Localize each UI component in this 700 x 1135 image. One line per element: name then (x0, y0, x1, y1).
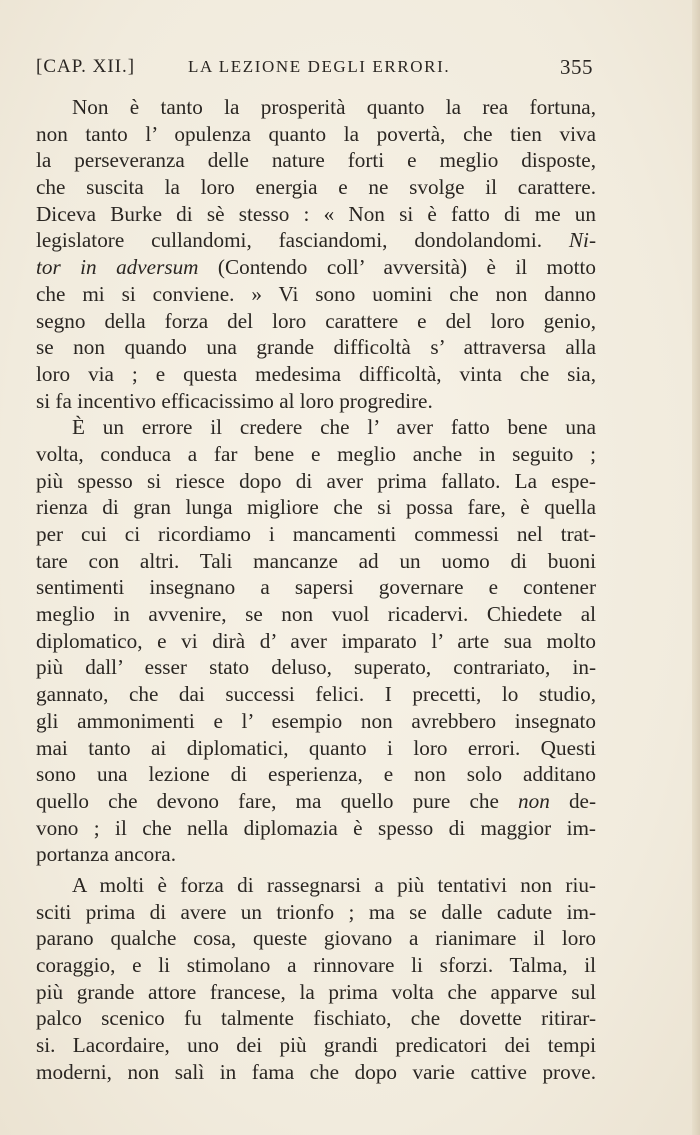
text-line: segno della forza del loro carattere e del loro genio, (36, 308, 596, 333)
text-line: A molti è forza di rassegnarsi a più tentativi non riu- (72, 872, 596, 897)
text-line: si fa incentivo efficacissimo al loro progredire. (36, 388, 433, 413)
running-header (36, 56, 596, 86)
text-line: che suscita la loro energia e ne svolge il carattere. (36, 175, 596, 200)
text-line: mai tanto ai diplomatici, quanto i loro errori. Questi (36, 735, 596, 760)
text-line: volta, conduca a far bene e meglio anche in seguito ; (36, 441, 596, 466)
italic-text: tor in adversum (36, 255, 199, 280)
text-line: palco scenico fu talmente fischiato, che dovette ritirar- (36, 1006, 596, 1031)
italic-text: non (518, 788, 550, 813)
text-line: coraggio, e li stimolano a rinnovare li sforzi. Talma, il (36, 953, 596, 977)
text-line: rienza di gran lunga migliore che si possa fare, è quella (36, 495, 596, 520)
text-line: meglio in avvenire, se non vuol ricadervi. Chiedete al (36, 602, 596, 627)
running-title: LA LEZIONE DEGLI ERRORI. (188, 57, 451, 76)
text-line: Diceva Burke di sè stesso : « Non si è fatto di me un (36, 201, 596, 226)
text-line: sciti prima di avere un trionfo ; ma se dalle cadute im- (36, 899, 596, 924)
page-edge (692, 0, 700, 1135)
text-line: gli ammonimenti e l’ esempio non avrebbero insegnato (36, 708, 596, 733)
text-line: più spesso si riesce dopo di aver prima fallato. La espe- (36, 468, 596, 493)
text-line: la perseveranza delle nature forti e meglio disposte, (36, 148, 596, 173)
page-number: 355 (560, 55, 593, 79)
text-line: se non quando una grande difficoltà s’ attraversa alla (36, 335, 596, 360)
text-line: portanza ancora. (36, 842, 176, 867)
text-line-italic-end: legislatore cullandomi, fasciandomi, dondolandomi. Ni- (36, 228, 596, 253)
text-line: moderni, non salì in fama che dopo varie cattive prove. (36, 1059, 596, 1084)
italic-text: Ni- (568, 228, 596, 253)
text-line: vono ; il che nella diplomazia è spesso di maggior im- (36, 815, 596, 840)
text-line: tare con altri. Tali mancanze ad un uomo di buoni (36, 548, 596, 573)
text-line: più grande attore francese, la prima volta che apparve sul (36, 979, 596, 1004)
text-line: per cui ci ricordiamo i mancamenti commessi nel trat- (36, 522, 596, 546)
text-line: si. Lacordaire, uno dei più grandi predicatori dei tempi (36, 1033, 596, 1058)
text-line: non tanto l’ opulenza quanto la povertà, che tien viva (36, 121, 596, 146)
chapter-label: [CAP. XII.] (36, 56, 136, 77)
text-line: più dall’ esser stato deluso, superato, contrariato, in- (36, 655, 596, 680)
text-line: parano qualche cosa, queste giovano a rianimare il loro (36, 926, 596, 951)
text-line: che mi si conviene. » Vi sono uomini che non danno (36, 281, 596, 306)
text-line: sentimenti insegnano a sapersi governare e contener (36, 575, 596, 600)
text-line: gannato, che dai successi felici. I precetti, lo studio, (36, 682, 596, 707)
body-text (36, 94, 596, 1085)
text-line-italic-word: quello che devono fare, ma quello pure che non de- (36, 788, 596, 813)
text-line: Non è tanto la prosperità quanto la rea fortuna, (72, 95, 596, 119)
text-line: diplomatico, e vi dirà d’ aver imparato l’ arte sua molto (36, 628, 596, 653)
text-line: È un errore il credere che l’ aver fatto bene una (72, 415, 596, 440)
text-line: loro via ; e questa medesima difficoltà, vinta che sia, (36, 361, 596, 386)
text-line: sono una lezione di esperienza, e non solo additano (36, 762, 596, 787)
text-line-italic-start: tor in adversum (Contendo coll’ avversità) è il motto (36, 255, 596, 280)
